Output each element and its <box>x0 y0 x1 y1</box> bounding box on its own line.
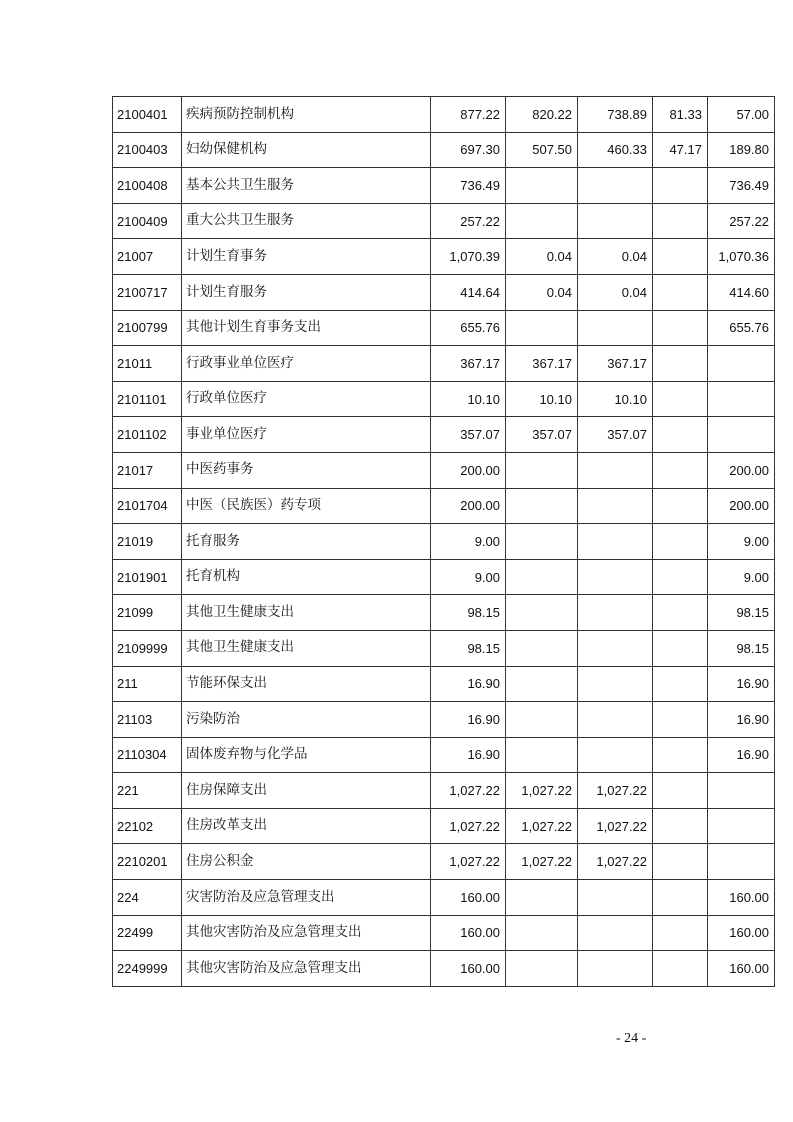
cell-col1: 160.00 <box>431 915 506 951</box>
cell-name: 住房改革支出 <box>182 808 431 844</box>
cell-col4 <box>653 524 708 560</box>
cell-col4 <box>653 666 708 702</box>
table-row <box>113 844 775 880</box>
cell-name: 计划生育事务 <box>182 239 431 275</box>
cell-code: 2100403 <box>113 132 182 168</box>
cell-col4 <box>653 381 708 417</box>
cell-col3 <box>578 666 653 702</box>
table-row <box>113 559 775 595</box>
cell-col3: 0.04 <box>578 239 653 275</box>
table-row <box>113 773 775 809</box>
cell-col1: 367.17 <box>431 346 506 382</box>
cell-col2: 367.17 <box>506 346 578 382</box>
cell-name: 节能环保支出 <box>182 666 431 702</box>
table-row <box>113 310 775 346</box>
table-row <box>113 524 775 560</box>
cell-col1: 9.00 <box>431 524 506 560</box>
cell-name: 妇幼保健机构 <box>182 132 431 168</box>
cell-code: 2100401 <box>113 97 182 133</box>
cell-code: 2100409 <box>113 203 182 239</box>
cell-name: 事业单位医疗 <box>182 417 431 453</box>
cell-col5: 1,070.36 <box>708 239 775 275</box>
cell-name: 其他卫生健康支出 <box>182 630 431 666</box>
cell-col3 <box>578 488 653 524</box>
cell-col2 <box>506 630 578 666</box>
cell-col3: 738.89 <box>578 97 653 133</box>
cell-name: 其他灾害防治及应急管理支出 <box>182 951 431 987</box>
cell-col5: 200.00 <box>708 488 775 524</box>
cell-code: 2110304 <box>113 737 182 773</box>
cell-name: 住房公积金 <box>182 844 431 880</box>
cell-name: 住房保障支出 <box>182 773 431 809</box>
cell-col3: 1,027.22 <box>578 773 653 809</box>
cell-col2 <box>506 880 578 916</box>
cell-code: 2100799 <box>113 310 182 346</box>
cell-col2: 820.22 <box>506 97 578 133</box>
cell-col1: 1,027.22 <box>431 808 506 844</box>
cell-col4 <box>653 915 708 951</box>
cell-col2: 0.04 <box>506 239 578 275</box>
cell-col3 <box>578 702 653 738</box>
cell-col4 <box>653 168 708 204</box>
cell-col5 <box>708 808 775 844</box>
cell-col5: 16.90 <box>708 666 775 702</box>
cell-col4: 47.17 <box>653 132 708 168</box>
cell-col1: 16.90 <box>431 737 506 773</box>
cell-name: 托育服务 <box>182 524 431 560</box>
table-row <box>113 880 775 916</box>
cell-col1: 736.49 <box>431 168 506 204</box>
table-row <box>113 346 775 382</box>
table-row <box>113 595 775 631</box>
cell-col5: 160.00 <box>708 915 775 951</box>
cell-col1: 10.10 <box>431 381 506 417</box>
cell-col3: 1,027.22 <box>578 808 653 844</box>
cell-code: 22499 <box>113 915 182 951</box>
cell-col5: 736.49 <box>708 168 775 204</box>
cell-name: 污染防治 <box>182 702 431 738</box>
cell-col3 <box>578 168 653 204</box>
cell-col1: 257.22 <box>431 203 506 239</box>
cell-col1: 160.00 <box>431 951 506 987</box>
cell-name: 计划生育服务 <box>182 274 431 310</box>
cell-col3: 10.10 <box>578 381 653 417</box>
cell-col2: 507.50 <box>506 132 578 168</box>
cell-col2 <box>506 310 578 346</box>
cell-col2 <box>506 168 578 204</box>
table-row <box>113 239 775 275</box>
cell-name: 其他卫生健康支出 <box>182 595 431 631</box>
cell-name: 固体废弃物与化学品 <box>182 737 431 773</box>
table-body <box>113 97 775 987</box>
cell-col2 <box>506 702 578 738</box>
cell-col2 <box>506 524 578 560</box>
cell-col5 <box>708 346 775 382</box>
cell-col3 <box>578 737 653 773</box>
cell-col4: 81.33 <box>653 97 708 133</box>
cell-col2 <box>506 488 578 524</box>
cell-name: 重大公共卫生服务 <box>182 203 431 239</box>
cell-col2 <box>506 666 578 702</box>
cell-col1: 357.07 <box>431 417 506 453</box>
cell-col5: 414.60 <box>708 274 775 310</box>
table-row <box>113 488 775 524</box>
cell-code: 2101101 <box>113 381 182 417</box>
cell-code: 2100408 <box>113 168 182 204</box>
cell-code: 21103 <box>113 702 182 738</box>
page-number: - 24 - <box>616 1031 647 1046</box>
cell-col3 <box>578 595 653 631</box>
cell-col3: 357.07 <box>578 417 653 453</box>
cell-col5: 189.80 <box>708 132 775 168</box>
cell-col1: 414.64 <box>431 274 506 310</box>
cell-col1: 877.22 <box>431 97 506 133</box>
cell-col2 <box>506 559 578 595</box>
cell-col5: 655.76 <box>708 310 775 346</box>
cell-col2: 357.07 <box>506 417 578 453</box>
cell-code: 2101704 <box>113 488 182 524</box>
cell-name: 托育机构 <box>182 559 431 595</box>
table-row <box>113 702 775 738</box>
cell-col2 <box>506 915 578 951</box>
cell-col4 <box>653 702 708 738</box>
cell-col4 <box>653 346 708 382</box>
cell-col3 <box>578 203 653 239</box>
cell-col3 <box>578 630 653 666</box>
cell-col4 <box>653 452 708 488</box>
cell-col3: 367.17 <box>578 346 653 382</box>
cell-col4 <box>653 239 708 275</box>
budget-table <box>112 96 775 987</box>
cell-col1: 1,027.22 <box>431 773 506 809</box>
table-row <box>113 381 775 417</box>
table-row <box>113 808 775 844</box>
cell-col5: 98.15 <box>708 595 775 631</box>
cell-code: 22102 <box>113 808 182 844</box>
cell-col1: 9.00 <box>431 559 506 595</box>
cell-col1: 160.00 <box>431 880 506 916</box>
table-row <box>113 630 775 666</box>
cell-col4 <box>653 417 708 453</box>
cell-col1: 16.90 <box>431 666 506 702</box>
cell-col5: 16.90 <box>708 702 775 738</box>
cell-col3 <box>578 951 653 987</box>
table-row <box>113 737 775 773</box>
cell-col2 <box>506 951 578 987</box>
cell-col4 <box>653 203 708 239</box>
cell-col2: 10.10 <box>506 381 578 417</box>
table-row <box>113 666 775 702</box>
cell-name: 中医（民族医）药专项 <box>182 488 431 524</box>
cell-col5: 9.00 <box>708 524 775 560</box>
cell-col3 <box>578 310 653 346</box>
cell-col5: 160.00 <box>708 880 775 916</box>
cell-code: 21011 <box>113 346 182 382</box>
table-row <box>113 452 775 488</box>
cell-col2: 1,027.22 <box>506 844 578 880</box>
cell-name: 中医药事务 <box>182 452 431 488</box>
cell-col2 <box>506 737 578 773</box>
cell-code: 2100717 <box>113 274 182 310</box>
cell-col5: 98.15 <box>708 630 775 666</box>
cell-col4 <box>653 274 708 310</box>
cell-col3 <box>578 559 653 595</box>
cell-col4 <box>653 595 708 631</box>
table-row <box>113 417 775 453</box>
cell-name: 行政事业单位医疗 <box>182 346 431 382</box>
cell-col4 <box>653 880 708 916</box>
cell-col1: 98.15 <box>431 630 506 666</box>
table-row <box>113 274 775 310</box>
cell-col4 <box>653 737 708 773</box>
cell-col5 <box>708 844 775 880</box>
table-row <box>113 203 775 239</box>
cell-code: 21017 <box>113 452 182 488</box>
cell-col2: 1,027.22 <box>506 808 578 844</box>
cell-code: 2101901 <box>113 559 182 595</box>
cell-code: 2109999 <box>113 630 182 666</box>
cell-col4 <box>653 951 708 987</box>
cell-col3: 0.04 <box>578 274 653 310</box>
cell-col4 <box>653 488 708 524</box>
cell-col3: 1,027.22 <box>578 844 653 880</box>
table-row <box>113 97 775 133</box>
cell-col4 <box>653 559 708 595</box>
cell-col2 <box>506 595 578 631</box>
cell-col1: 655.76 <box>431 310 506 346</box>
cell-col1: 98.15 <box>431 595 506 631</box>
cell-col5 <box>708 417 775 453</box>
cell-col1: 1,027.22 <box>431 844 506 880</box>
cell-col4 <box>653 310 708 346</box>
cell-col5: 160.00 <box>708 951 775 987</box>
cell-col2 <box>506 452 578 488</box>
cell-code: 2101102 <box>113 417 182 453</box>
cell-code: 2249999 <box>113 951 182 987</box>
cell-code: 211 <box>113 666 182 702</box>
cell-code: 2210201 <box>113 844 182 880</box>
cell-col1: 200.00 <box>431 488 506 524</box>
cell-code: 221 <box>113 773 182 809</box>
cell-col3: 460.33 <box>578 132 653 168</box>
table-row <box>113 915 775 951</box>
cell-name: 灾害防治及应急管理支出 <box>182 880 431 916</box>
cell-col5 <box>708 773 775 809</box>
cell-col3 <box>578 524 653 560</box>
cell-col5: 200.00 <box>708 452 775 488</box>
cell-name: 其他计划生育事务支出 <box>182 310 431 346</box>
cell-col1: 697.30 <box>431 132 506 168</box>
cell-name: 基本公共卫生服务 <box>182 168 431 204</box>
cell-col5 <box>708 381 775 417</box>
cell-code: 224 <box>113 880 182 916</box>
cell-col3 <box>578 915 653 951</box>
cell-code: 21007 <box>113 239 182 275</box>
cell-col2 <box>506 203 578 239</box>
cell-col2: 1,027.22 <box>506 773 578 809</box>
cell-code: 21099 <box>113 595 182 631</box>
table-row <box>113 951 775 987</box>
cell-col1: 200.00 <box>431 452 506 488</box>
cell-name: 行政单位医疗 <box>182 381 431 417</box>
cell-col3 <box>578 880 653 916</box>
table-row <box>113 132 775 168</box>
cell-col5: 257.22 <box>708 203 775 239</box>
cell-name: 疾病预防控制机构 <box>182 97 431 133</box>
table-row <box>113 168 775 204</box>
cell-col3 <box>578 452 653 488</box>
cell-col1: 1,070.39 <box>431 239 506 275</box>
cell-col5: 57.00 <box>708 97 775 133</box>
cell-col5: 16.90 <box>708 737 775 773</box>
cell-col4 <box>653 844 708 880</box>
cell-col1: 16.90 <box>431 702 506 738</box>
cell-col2: 0.04 <box>506 274 578 310</box>
cell-col5: 9.00 <box>708 559 775 595</box>
cell-code: 21019 <box>113 524 182 560</box>
cell-col4 <box>653 630 708 666</box>
cell-name: 其他灾害防治及应急管理支出 <box>182 915 431 951</box>
cell-col4 <box>653 773 708 809</box>
cell-col4 <box>653 808 708 844</box>
